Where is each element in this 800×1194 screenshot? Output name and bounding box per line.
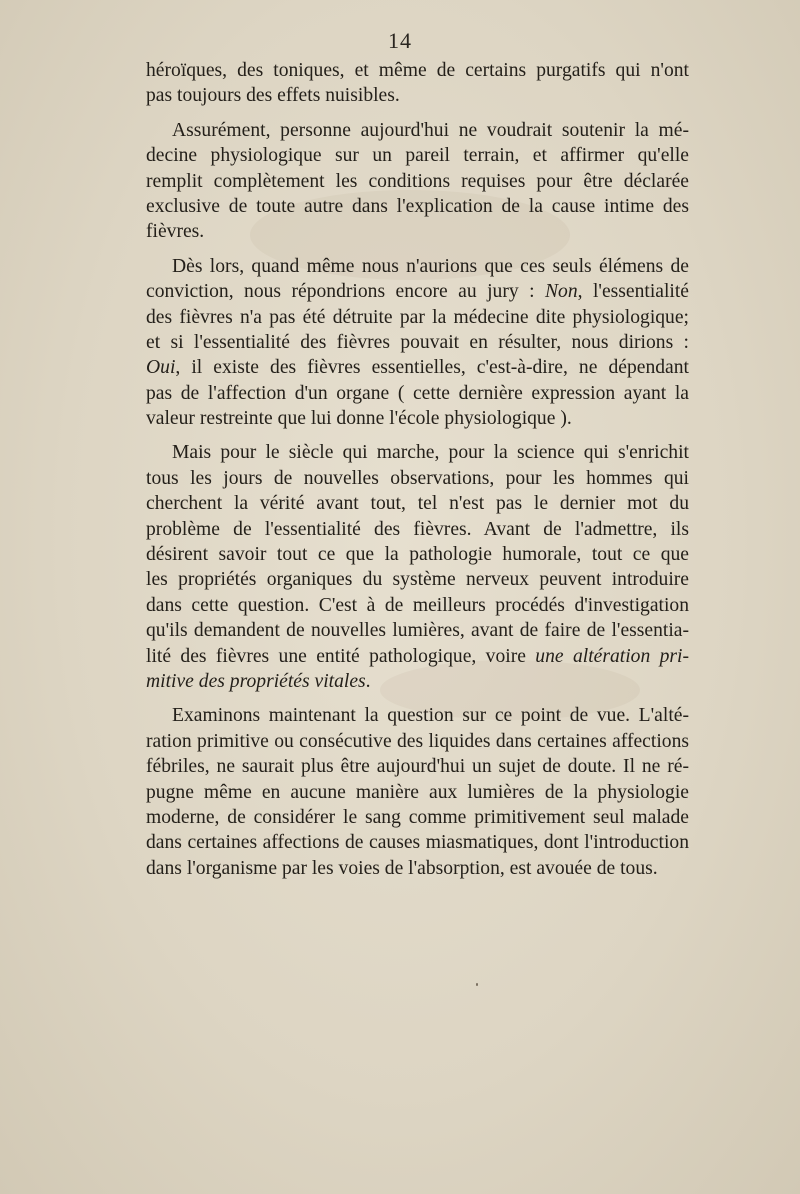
paragraph [146, 118, 689, 245]
text-segment: héroïques, des toniques, et même de certains purgatifs qui n'ont [146, 60, 689, 81]
text-segment: les propriétés organiques du système nerveux peuvent introduire [146, 569, 689, 591]
text-segment: pas toujours des effets nuisibles. [146, 85, 400, 107]
text-line [146, 143, 689, 168]
text-line [146, 254, 689, 279]
text-segment: moderne, de considérer le sang comme primitivement seul malade [146, 806, 689, 828]
text-line [146, 542, 689, 567]
text-segment: des fièvres n'a pas été détruite par la médecine dite physiologique; [146, 306, 689, 328]
italic-text: Non [544, 281, 578, 303]
text-line [146, 517, 689, 542]
text-line [146, 856, 689, 881]
text-line [146, 381, 689, 406]
text-line [146, 194, 689, 219]
text-line [146, 805, 689, 830]
text-segment: fièvres. [146, 221, 205, 243]
text-line [146, 219, 689, 244]
paragraph [146, 254, 689, 432]
text-segment: , l'essentialité [577, 281, 689, 303]
text-line [146, 703, 689, 728]
italic-text: Oui [146, 357, 176, 379]
text-line [146, 440, 689, 465]
text-segment: tous les jours de nouvelles observations, pour les hommes qui [146, 467, 689, 489]
text-line [146, 780, 689, 805]
text-segment: Dès lors, quand même nous n'aurions que ces seuls élémens de [172, 255, 689, 277]
text-line [146, 279, 689, 304]
text-line [146, 618, 689, 643]
text-line [146, 567, 689, 592]
text-line [146, 466, 689, 491]
text-segment: pas de l'affection d'un organe ( cette dernière expression ayant la [146, 382, 689, 404]
paragraph [146, 703, 689, 881]
text-segment: lité des fièvres une entité pathologique, voire [146, 645, 536, 667]
paragraph [146, 58, 689, 109]
text-line [146, 83, 689, 108]
text-segment: valeur restreinte que lui donne l'école physiologique ). [146, 408, 572, 430]
paragraph-gap [146, 245, 689, 254]
text-segment: dans l'organisme par les voies de l'absorption, est avouée de tous. [146, 857, 658, 879]
text-segment: remplit complètement les conditions requises pour être déclarée [146, 170, 689, 192]
text-line [146, 169, 689, 194]
text-line [146, 754, 689, 779]
text-line [146, 406, 689, 431]
text-line [146, 644, 689, 669]
text-line [146, 729, 689, 754]
text-segment: decine physiologique sur un pareil terrain, et affirmer qu'elle [146, 145, 689, 167]
text-segment: exclusive de toute autre dans l'explication de la cause intime des [146, 195, 689, 217]
page-number: 14 [388, 28, 412, 53]
italic-text: mitive des propriétés vitales [146, 670, 366, 692]
text-segment: pugne même en aucune manière aux lumières de la physiologie [146, 781, 689, 803]
paragraph-gap [146, 694, 689, 703]
text-line [146, 58, 689, 83]
text-line [146, 669, 689, 694]
text-line [146, 118, 689, 143]
text-segment: Mais pour le siècle qui marche, pour la science qui s'enrichit [172, 442, 689, 464]
text-segment: ration primitive ou consécutive des liquides dans certaines affections [146, 730, 689, 752]
text-segment: . [365, 670, 371, 692]
text-segment: Assurément, personne aujourd'hui ne voudrait soutenir la mé- [172, 119, 689, 141]
text-segment: et si l'essentialité des fièvres pouvait en résulter, nous dirions : [146, 331, 689, 353]
text-line [146, 593, 689, 618]
text-segment: Examinons maintenant la question sur ce point de vue. L'alté- [172, 705, 689, 727]
text-line [146, 830, 689, 855]
paragraph [146, 440, 689, 694]
text-segment: , il existe des fièvres essentielles, c'est-à-dire, ne dépendant [175, 357, 689, 379]
italic-text: une altération pri- [535, 645, 689, 667]
body-text [146, 58, 689, 881]
text-segment: problème de l'essentialité des fièvres. Avant de l'admettre, ils [146, 518, 689, 540]
text-line [146, 491, 689, 516]
text-segment: conviction, nous répondrions encore au jury : [146, 281, 545, 303]
text-segment: cherchent la vérité avant tout, tel n'est pas le dernier mot du [146, 493, 689, 515]
text-segment: dans cette question. C'est à de meilleurs procédés d'investigation [146, 594, 689, 616]
text-segment: désirent savoir tout ce que la pathologie humorale, tout ce que [146, 544, 689, 566]
paragraph-gap [146, 109, 689, 118]
text-segment: qu'ils demandent de nouvelles lumières, avant de faire de l'essentia- [146, 620, 689, 642]
text-line [146, 305, 689, 330]
text-line [146, 355, 689, 380]
ink-speck [476, 983, 478, 986]
text-line [146, 330, 689, 355]
paragraph-gap [146, 431, 689, 440]
text-segment: fébriles, ne saurait plus être aujourd'hui un sujet de doute. Il ne ré- [146, 756, 689, 778]
text-segment: dans certaines affections de causes miasmatiques, dont l'introduction [146, 832, 689, 854]
